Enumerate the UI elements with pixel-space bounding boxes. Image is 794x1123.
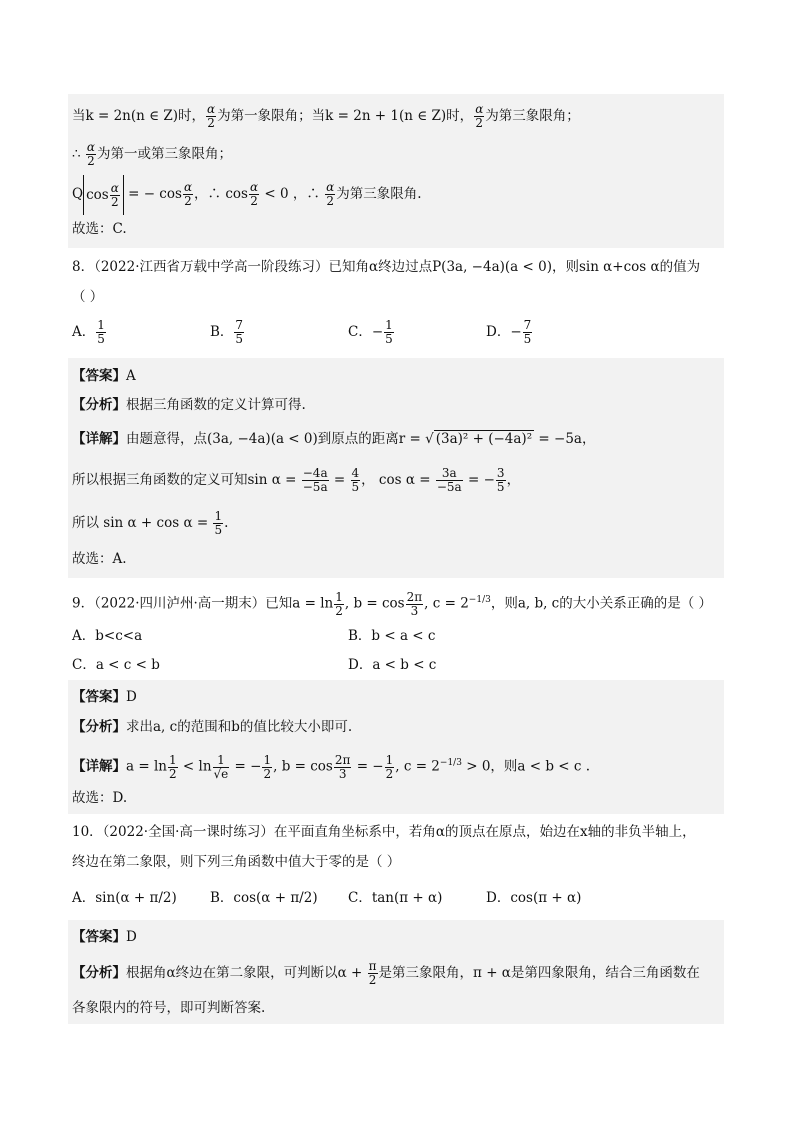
prev-select: 故选：C. xyxy=(72,221,127,237)
q10-analysis-1: 【分析】根据角α终边在第二象限，可判断以α + $\frac{\pi}{2}$ 是第三象限角，π + α是第四象限角，结合三角函数在 xyxy=(72,959,700,987)
q9-select: 故选：D. xyxy=(72,790,128,806)
q10-answer: 【答案】D xyxy=(72,929,137,945)
q8-detail-3: 所以 sin α + cos α = $\frac{1}{5}$ . xyxy=(72,509,229,537)
q9-options-row-2 xyxy=(68,650,724,680)
q10-option-c[interactable]: C．tan(π + α) xyxy=(348,890,443,906)
q9-stem: 9．（2022·四川泸州·高一期末）已知a = ln $\frac{1}{2}$ , b = cos $\frac{2\pi}{3}$ , $c = 2^{-1/3}$，则a, b, c的大小关系正确的是（ ） xyxy=(72,589,713,618)
q8-select: 故选：A. xyxy=(72,551,127,567)
q9-solution-block xyxy=(68,680,724,814)
q8-option-c[interactable]: C．− $\frac{1}{5}$ xyxy=(348,318,393,346)
q9-option-b[interactable]: B．b < a < c xyxy=(348,628,436,644)
q9-option-a[interactable]: A．b<c<a xyxy=(72,628,143,644)
q8-option-a[interactable]: A． $\frac{1}{5}$ xyxy=(72,318,105,346)
q9-option-d[interactable]: D．a < b < c xyxy=(348,657,437,673)
prev-solution-block xyxy=(68,94,724,248)
q8-paren: （ ） xyxy=(72,289,104,305)
prev-line-2: ∴ $\frac{\alpha}{2}$ 为第一或第三象限角； xyxy=(72,140,232,168)
prev-line-3: Q cos $\frac{\alpha}{2}$ = − cos $\frac{\alpha}{2}$ ，∴ cos $\frac{\alpha}{2}$ < 0 ，∴ $\frac{\alpha}{2}$ 为第三象限角. xyxy=(68,174,724,214)
q10-solution-block xyxy=(68,920,724,1024)
q8-solution-block xyxy=(68,358,724,578)
q9-answer: 【答案】D xyxy=(72,689,137,705)
q9-option-c[interactable]: C．a < c < b xyxy=(72,657,160,673)
q9-detail: 【详解】a = ln $\frac{1}{2}$ < ln $\frac{1}{√e}$ = − $\frac{1}{2}$ , b = cos $\frac{2\pi}{3}$ = − $\frac{1}{2}$ , $c = 2^{-1/3} > 0$，则a < b < c . xyxy=(72,752,591,781)
q10-option-b[interactable]: B．cos(α + π/2) xyxy=(210,890,318,906)
document-page xyxy=(68,94,724,1024)
q8-options xyxy=(68,310,724,354)
q10-stem-line-1: 10．（2022·全国·高一课时练习）在平面直角坐标系中，若角α的顶点在原点，始边在x轴的非负半轴上， xyxy=(72,824,696,840)
q8-option-b[interactable]: B． $\frac{7}{5}$ xyxy=(210,318,244,346)
q8-detail-1: 【详解】由题意得，点(3a, −4a)(a < 0)到原点的距离r = √ (3a)² + (−4a)² = −5a， xyxy=(72,431,596,447)
q10-options xyxy=(68,876,724,920)
q10-analysis-2: 各象限内的符号，即可判断答案. xyxy=(72,1000,266,1016)
q10-option-a[interactable]: A．sin(α + π/2) xyxy=(72,890,177,906)
q10-option-d[interactable]: D．cos(π + α) xyxy=(486,890,582,906)
q10-stem-line-2: 终边在第二象限，则下列三角函数中值大于零的是（ ） xyxy=(72,854,401,870)
q9-analysis: 【分析】求出a, c的范围和b的值比较大小即可. xyxy=(72,719,353,735)
q8-option-d[interactable]: D．− $\frac{7}{5}$ xyxy=(486,318,532,346)
q8-detail-2: 所以根据三角函数的定义可知sin α = $\frac{-4a}{-5a}$ = $\frac{4}{5}$ ， cos α = $\frac{3a}{-5a}$ = − $\frac{3}{5}$ ， xyxy=(72,466,521,494)
q9-options-row-1 xyxy=(68,622,724,650)
q8-answer: 【答案】A xyxy=(72,368,136,384)
q8-stem: 8．（2022·江西省万载中学高一阶段练习）已知角α终边过点P(3a, −4a)(a < 0)，则sin α+cos α的值为 xyxy=(72,259,701,275)
q8-analysis: 【分析】根据三角函数的定义计算可得. xyxy=(72,397,306,413)
prev-line-1: 当k = 2n(n ∈ Z)时， $\frac{\alpha}{2}$ 为第一象限角；当k = 2n + 1(n ∈ Z)时， $\frac{\alpha}{2}$ 为第三象限角； xyxy=(72,102,580,130)
